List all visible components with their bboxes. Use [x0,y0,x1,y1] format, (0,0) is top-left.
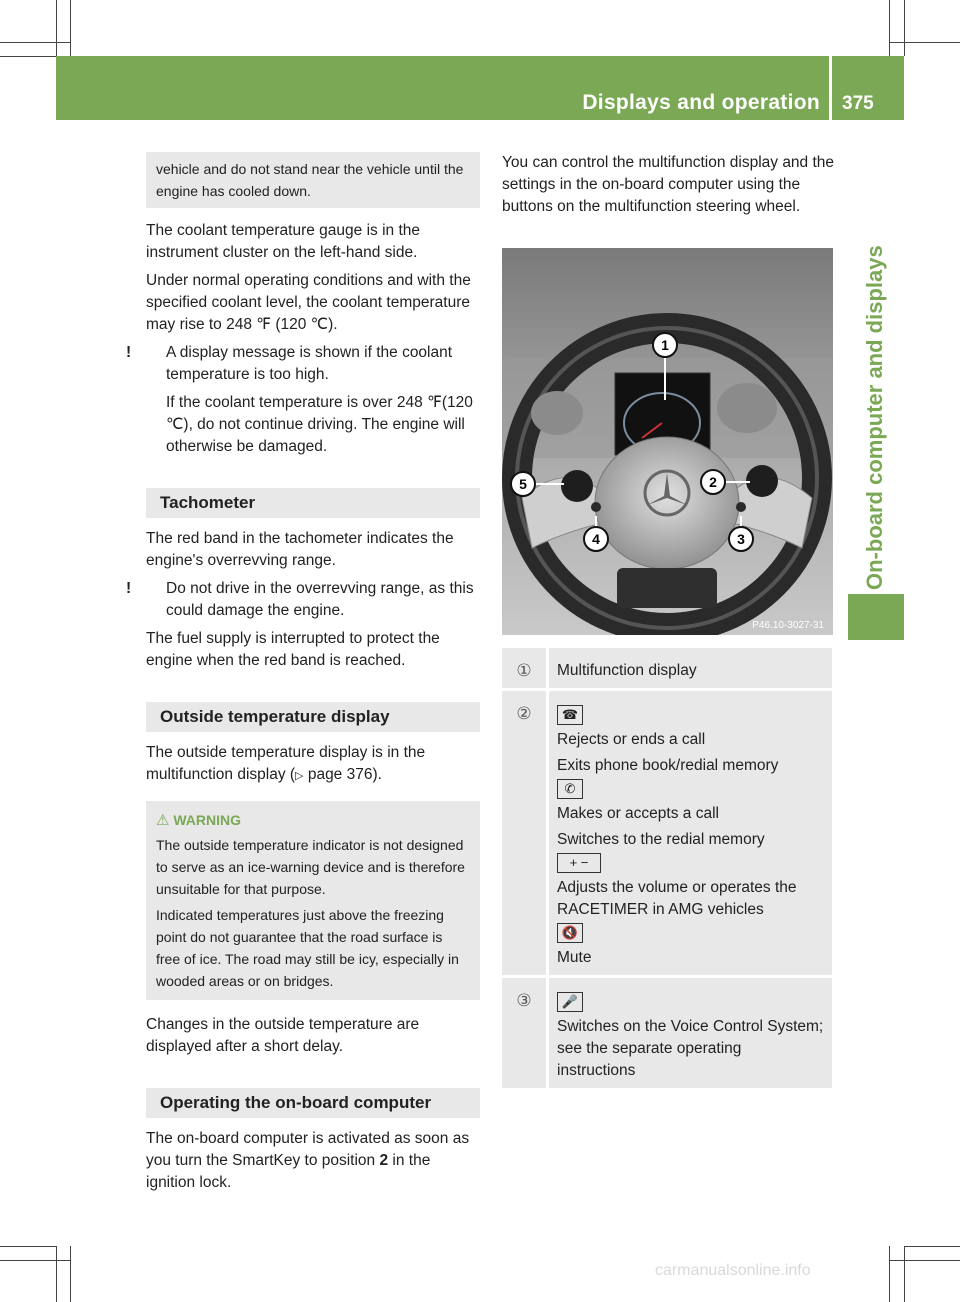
callout-label: 2 [709,474,717,490]
paragraph [146,742,480,787]
chapter-tab-marker [848,594,904,640]
callout-5 [511,472,535,496]
legend-row [502,690,832,977]
legend-line: Switches on the Voice Control System; see the separate operating instructions [557,1018,824,1079]
paragraph: You can control the multifunction display and the settings in the on-board computer using the buttons on the multifunction steering wheel. [502,154,835,215]
chapter-tab-label: On-board computer and displays [862,245,887,590]
warning-text: Indicated temperatures just above the freezing point do not guarantee that the road surface is free of ice. The road may still be icy, especially in wooded areas or on bridges. [156,907,459,989]
right-column [502,152,836,224]
crop-mark [889,0,890,56]
crop-mark [904,1246,960,1247]
crop-mark [890,1260,960,1261]
heading-operating: Operating the on-board computer [146,1088,480,1118]
watermark: carmanualsonline.info [655,1262,811,1279]
callout-3 [729,527,753,551]
legend-description [548,977,833,1090]
legend-line: Mute [557,949,592,966]
legend-table [502,648,832,1091]
paragraph: The fuel supply is interrupted to protect the engine when the red band is reached. [146,630,440,669]
paragraph: The coolant temperature gauge is in the instrument cluster on the left-hand side. [146,222,421,261]
legend-description [548,648,833,690]
callout-label: 3 [737,531,745,547]
legend-line: Exits phone book/redial memory [557,757,779,774]
legend-number: ② [502,690,548,977]
warning-text: The outside temperature indicator is not designed to serve as an ice-warning device and is therefore unsuitable for that purpose. [156,837,465,897]
mute-icon: 🔇 [557,923,583,943]
text: in the ignition lock. [146,1152,431,1191]
crop-mark [56,1246,57,1302]
notice [126,342,480,386]
page-ref-arrow-icon: ▷ [295,770,304,782]
notice-text: A display message is shown if the coolant temperature is too high. [166,344,453,383]
crop-mark [904,1246,905,1302]
notice-text: Do not drive in the overrevving range, as this could damage the engine. [166,580,474,619]
voice-control-icon: 🎤 [557,992,583,1012]
heading-tachometer: Tachometer [146,488,480,518]
legend-number: ③ [502,977,548,1090]
legend-row [502,977,832,1090]
callout-label: 4 [592,531,600,547]
legend-row [502,648,832,690]
crop-mark [889,1246,890,1302]
crop-mark [0,1246,56,1247]
crop-mark [904,0,905,56]
warning-continuation: vehicle and do not stand near the vehicle until the engine has cooled down. [146,152,480,208]
crop-mark [56,0,57,56]
paragraph: The red band in the tachometer indicates the engine's overrevving range. [146,530,454,569]
heading-outside-temperature: Outside temperature display [146,702,480,732]
notice [126,578,480,622]
notice-continued: If the coolant temperature is over 248 ℉(120 ℃), do not continue driving. The engine will otherwise be damaged. [166,394,473,455]
volume-plus-minus-icon: + − [557,853,601,873]
paragraph: Changes in the outside temperature are displayed after a short delay. [146,1016,420,1055]
notice-icon: ! [126,344,132,361]
legend-line: Switches to the redial memory [557,831,765,848]
legend-line: Rejects or ends a call [557,731,706,748]
paragraph [146,1128,480,1194]
accept-call-icon: ✆ [557,779,583,799]
page-reference-link[interactable]: page 376). [303,766,382,783]
legend-description [548,690,833,977]
warning-box [146,801,480,1000]
text: The outside temperature display is in the multifunction display ( [146,744,426,783]
crop-mark [70,0,71,56]
left-column [126,152,480,1200]
section-title: Displays and operation [582,91,820,114]
warning-triangle-icon: ⚠ [156,812,170,829]
warning-title: WARNING [173,812,242,828]
legend-number: ① [502,648,548,690]
page-number: 375 [842,93,874,114]
header-divider [829,56,832,120]
callout-4 [584,527,608,551]
legend-line: Makes or accepts a call [557,805,719,822]
warning-header [156,809,470,832]
position-number: 2 [379,1152,389,1169]
crop-mark [890,42,960,43]
legend-table-wrap [502,648,832,1091]
crop-mark [0,42,70,43]
legend-line: Adjusts the volume or operates the RACETIMER in AMG vehicles [557,879,797,918]
crop-mark [70,1246,71,1302]
crop-mark [0,56,56,57]
callout-label: 5 [519,476,527,492]
end-call-icon: ☎ [557,705,583,725]
image-code: P46.10-3027-31 [752,620,824,631]
callout-2 [701,470,725,494]
steering-wheel-photo [502,248,833,635]
paragraph: Under normal operating conditions and with the specified coolant level, the coolant temperature may rise to 248 ℉ (120 ℃). [146,272,471,333]
notice-icon: ! [126,580,132,597]
crop-mark [0,1260,70,1261]
text: The on-board computer is activated as soon as you turn the SmartKey to position [146,1130,470,1169]
legend-line: Multifunction display [557,662,697,679]
callout-1 [653,333,677,357]
steering-wheel-illustration [502,248,833,635]
callout-label: 1 [661,337,669,353]
